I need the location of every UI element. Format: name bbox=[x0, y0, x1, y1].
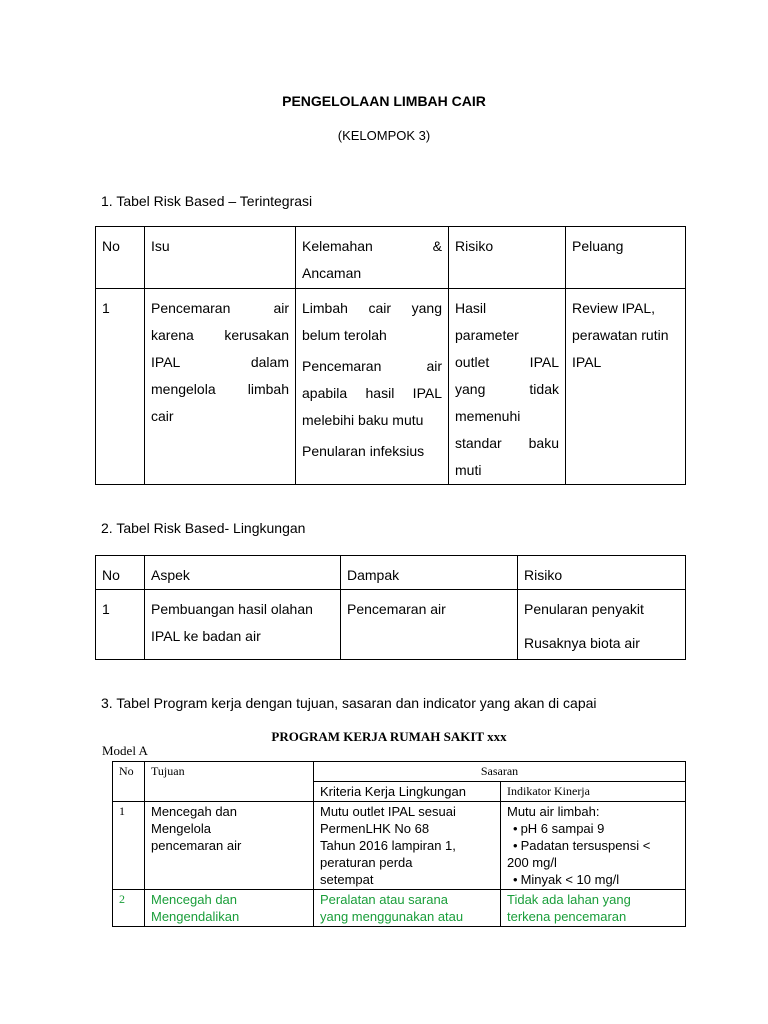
table-header-row bbox=[96, 227, 686, 289]
table-row bbox=[96, 289, 686, 485]
table-row bbox=[113, 802, 686, 890]
cell-kriteria: Mutu outlet IPAL sesuai PermenLHK No 68 Tahun 2016 lampiran 1, peraturan perda setempat bbox=[314, 802, 501, 890]
cell-no: 1 bbox=[113, 802, 145, 890]
program-title: PROGRAM KERJA RUMAH SAKIT xxx bbox=[271, 729, 507, 744]
list-item: • pH 6 sampai 9 bbox=[507, 820, 679, 837]
header-indikator: Indikator Kinerja bbox=[501, 782, 686, 802]
model-label: Model A bbox=[102, 743, 148, 758]
cell-no: 1 bbox=[96, 289, 145, 485]
section-1-heading: 1. Tabel Risk Based – Terintegrasi bbox=[101, 193, 313, 209]
header-kriteria: Kriteria Kerja Lingkungan bbox=[314, 782, 501, 802]
cell-indikator: Mutu air limbah: • pH 6 sampai 9 • Padatan tersuspensi < 200 mg/l • Minyak < 10 mg/l bbox=[501, 802, 686, 890]
cell-kriteria: Peralatan atau sarana yang menggunakan atau bbox=[314, 890, 501, 927]
cell-kelemahan: Limbah cair yang belum terolah Pencemaran air apabila hasil IPAL melebihi baku mutu Penularan infeksius bbox=[296, 289, 449, 485]
table-header-row bbox=[113, 762, 686, 782]
cell-isu: Pencemaran air karena kerusakan IPAL dalam mengelola limbah cair bbox=[145, 289, 296, 485]
cell-aspek: Pembuangan hasil olahan IPAL ke badan air bbox=[145, 590, 341, 660]
table-row bbox=[96, 590, 686, 660]
indikator-list bbox=[507, 820, 679, 854]
section-2-heading: 2. Tabel Risk Based- Lingkungan bbox=[101, 520, 306, 536]
cell-peluang: Review IPAL, perawatan rutin IPAL bbox=[566, 289, 686, 485]
cell-no: 2 bbox=[113, 890, 145, 927]
header-sasaran: Sasaran bbox=[314, 762, 686, 782]
table-row bbox=[113, 890, 686, 927]
header-peluang: Peluang bbox=[566, 227, 686, 289]
header-no: No bbox=[96, 227, 145, 289]
list-item: • Minyak < 10 mg/l bbox=[507, 871, 679, 888]
risk-integrated-table bbox=[95, 226, 686, 485]
header-aspek: Aspek bbox=[145, 556, 341, 590]
header-isu: Isu bbox=[145, 227, 296, 289]
header-risiko: Risiko bbox=[449, 227, 566, 289]
list-item: • Padatan tersuspensi < bbox=[507, 837, 679, 854]
cell-dampak: Pencemaran air bbox=[341, 590, 518, 660]
header-no: No bbox=[113, 762, 145, 802]
cell-no: 1 bbox=[96, 590, 145, 660]
cell-indikator: Tidak ada lahan yang terkena pencemaran bbox=[501, 890, 686, 927]
risk-environment-table bbox=[95, 555, 686, 660]
header-tujuan: Tujuan bbox=[145, 762, 314, 802]
cell-tujuan: Mencegah dan Mengendalikan bbox=[145, 890, 314, 927]
document-title: PENGELOLAAN LIMBAH CAIR bbox=[282, 93, 486, 109]
cell-risiko: Hasil parameter outlet IPAL yang tidak memenuhi standar baku muti bbox=[449, 289, 566, 485]
section-3-heading: 3. Tabel Program kerja dengan tujuan, sasaran dan indicator yang akan di capai bbox=[101, 695, 597, 711]
cell-risiko: Penularan penyakit Rusaknya biota air bbox=[518, 590, 686, 660]
header-risiko: Risiko bbox=[518, 556, 686, 590]
cell-tujuan: Mencegah dan Mengelola pencemaran air bbox=[145, 802, 314, 890]
program-table bbox=[112, 761, 686, 927]
header-dampak: Dampak bbox=[341, 556, 518, 590]
document-subtitle: (KELOMPOK 3) bbox=[337, 128, 431, 143]
header-kelemahan: Kelemahan & Ancaman bbox=[296, 227, 449, 289]
table-header-row bbox=[96, 556, 686, 590]
header-no: No bbox=[96, 556, 145, 590]
